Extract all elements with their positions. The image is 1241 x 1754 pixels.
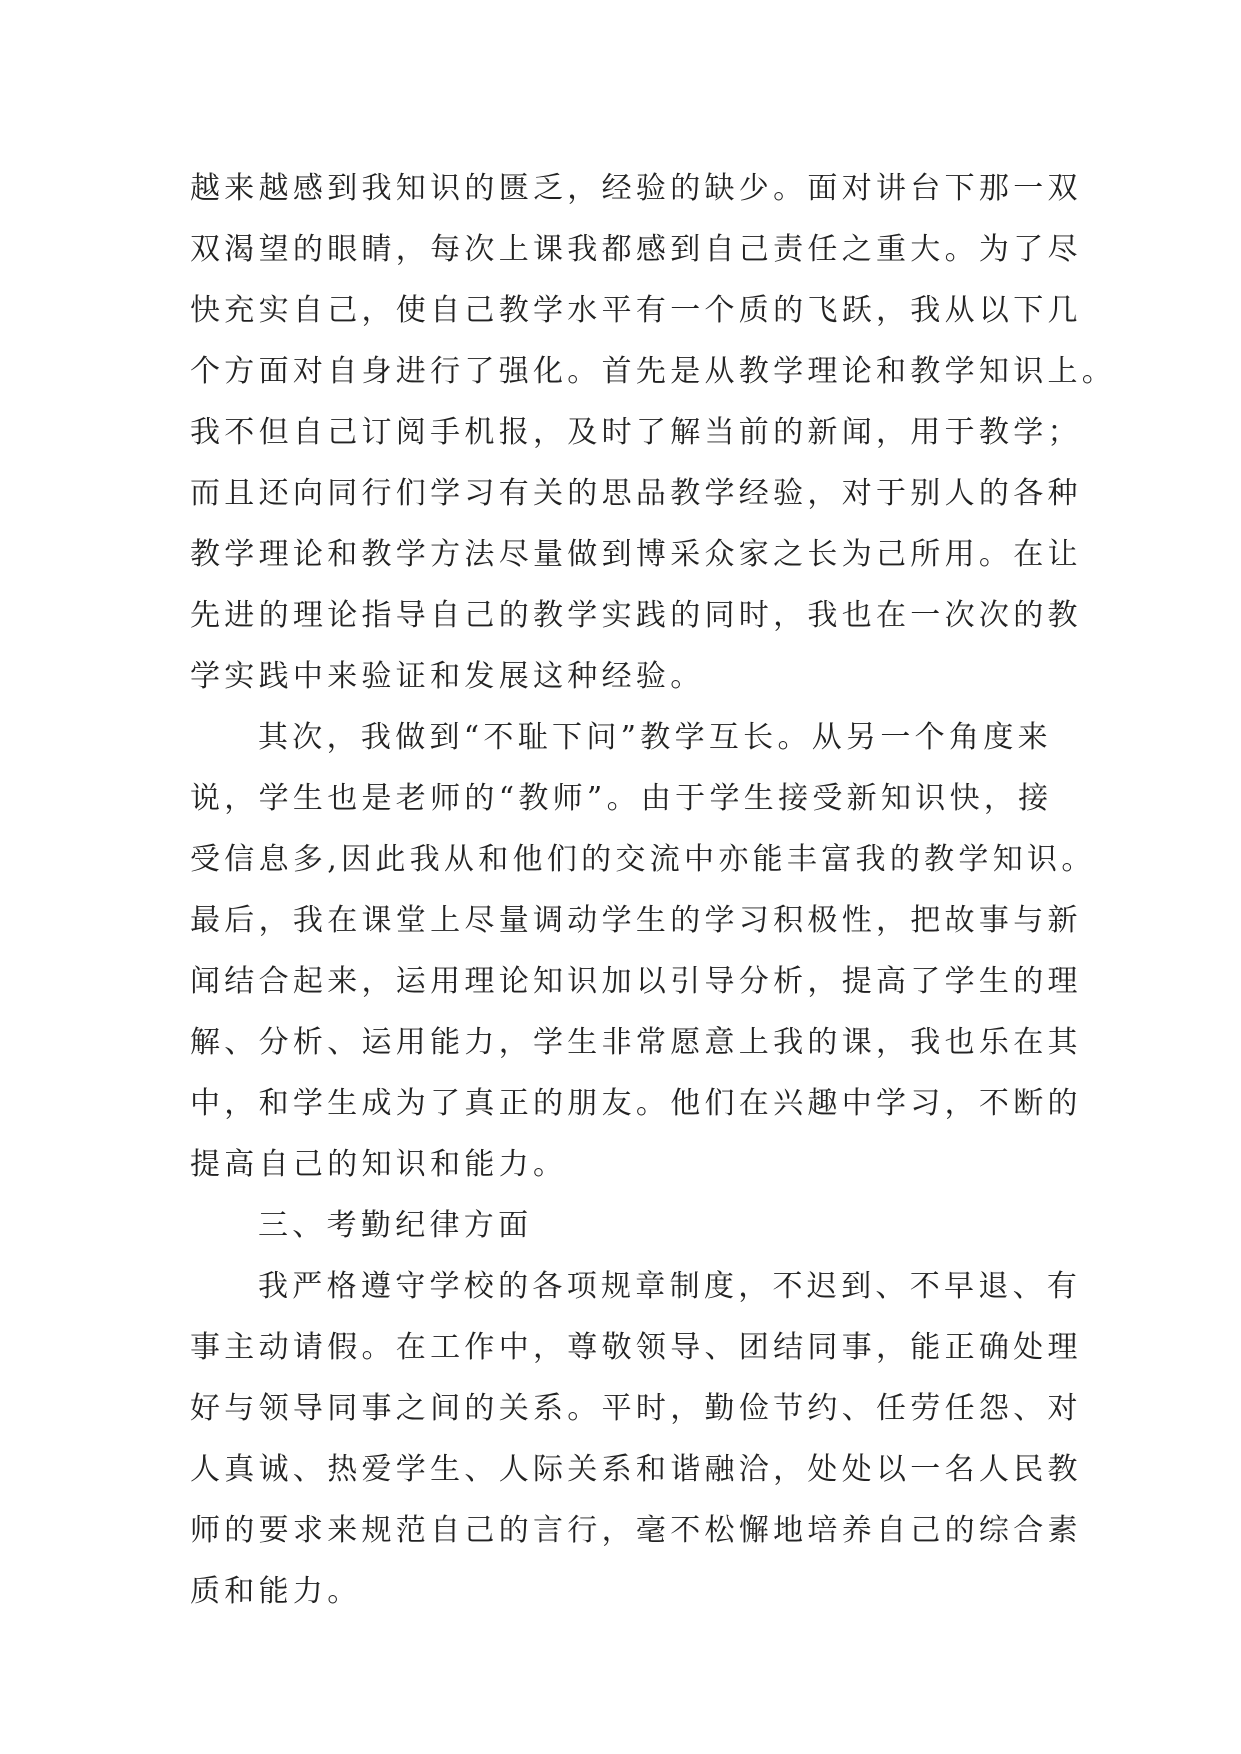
text-line-9: 学实践中来验证和发展这种经验。: [190, 659, 705, 694]
text-line-21: 好与领导同事之间的关系。平时，勤俭节约、任劳任怨、对: [190, 1391, 1082, 1426]
text-line-4: 个方面对自身进行了强化。首先是从教学理论和教学知识上。: [190, 354, 1117, 389]
text-line-20: 事主动请假。在工作中，尊敬领导、团结同事，能正确处理: [190, 1330, 1082, 1365]
paragraph-start-line-10: 其次，我做到“不耻下问”教学互长。从另一个角度来: [258, 720, 1052, 755]
text-line-13: 最后，我在课堂上尽量调动学生的学习积极性，把故事与新: [190, 903, 1082, 938]
text-line-17: 提高自己的知识和能力。: [190, 1147, 568, 1182]
paragraph-start-line-19: 我严格遵守学校的各项规章制度，不迟到、不早退、有: [258, 1269, 1082, 1304]
text-line-8: 先进的理论指导自己的教学实践的同时，我也在一次次的教: [190, 598, 1082, 633]
text-line-15: 解、分析、运用能力，学生非常愿意上我的课，我也乐在其: [190, 1025, 1082, 1060]
text-line-1: 越来越感到我知识的匮乏，经验的缺少。面对讲台下那一双: [190, 171, 1082, 206]
text-line-12: 受信息多,因此我从和他们的交流中亦能丰富我的教学知识。: [190, 842, 1096, 877]
text-line-2: 双渴望的眼睛，每次上课我都感到自己责任之重大。为了尽: [190, 232, 1082, 267]
text-line-14: 闻结合起来，运用理论知识加以引导分析，提高了学生的理: [190, 964, 1082, 999]
text-line-7: 教学理论和教学方法尽量做到博采众家之长为己所用。在让: [190, 537, 1082, 572]
text-line-16: 中，和学生成为了真正的朋友。他们在兴趣中学习，不断的: [190, 1086, 1082, 1121]
text-line-22: 人真诚、热爱学生、人际关系和谐融洽，处处以一名人民教: [190, 1452, 1082, 1487]
text-line-5: 我不但自己订阅手机报，及时了解当前的新闻，用于教学；: [190, 415, 1082, 450]
document-body: [190, 158, 1117, 1622]
text-line-3: 快充实自己，使自己教学水平有一个质的飞跃，我从以下几: [190, 293, 1082, 328]
text-line-24: 质和能力。: [190, 1574, 362, 1609]
text-line-11: 说，学生也是老师的“教师”。由于学生接受新知识快，接: [190, 781, 1053, 816]
text-line-23: 师的要求来规范自己的言行，毫不松懈地培养自己的综合素: [190, 1513, 1082, 1548]
text-line-6: 而且还向同行们学习有关的思品教学经验，对于别人的各种: [190, 476, 1082, 511]
section-heading-attendance: 三、考勤纪律方面: [258, 1208, 533, 1243]
